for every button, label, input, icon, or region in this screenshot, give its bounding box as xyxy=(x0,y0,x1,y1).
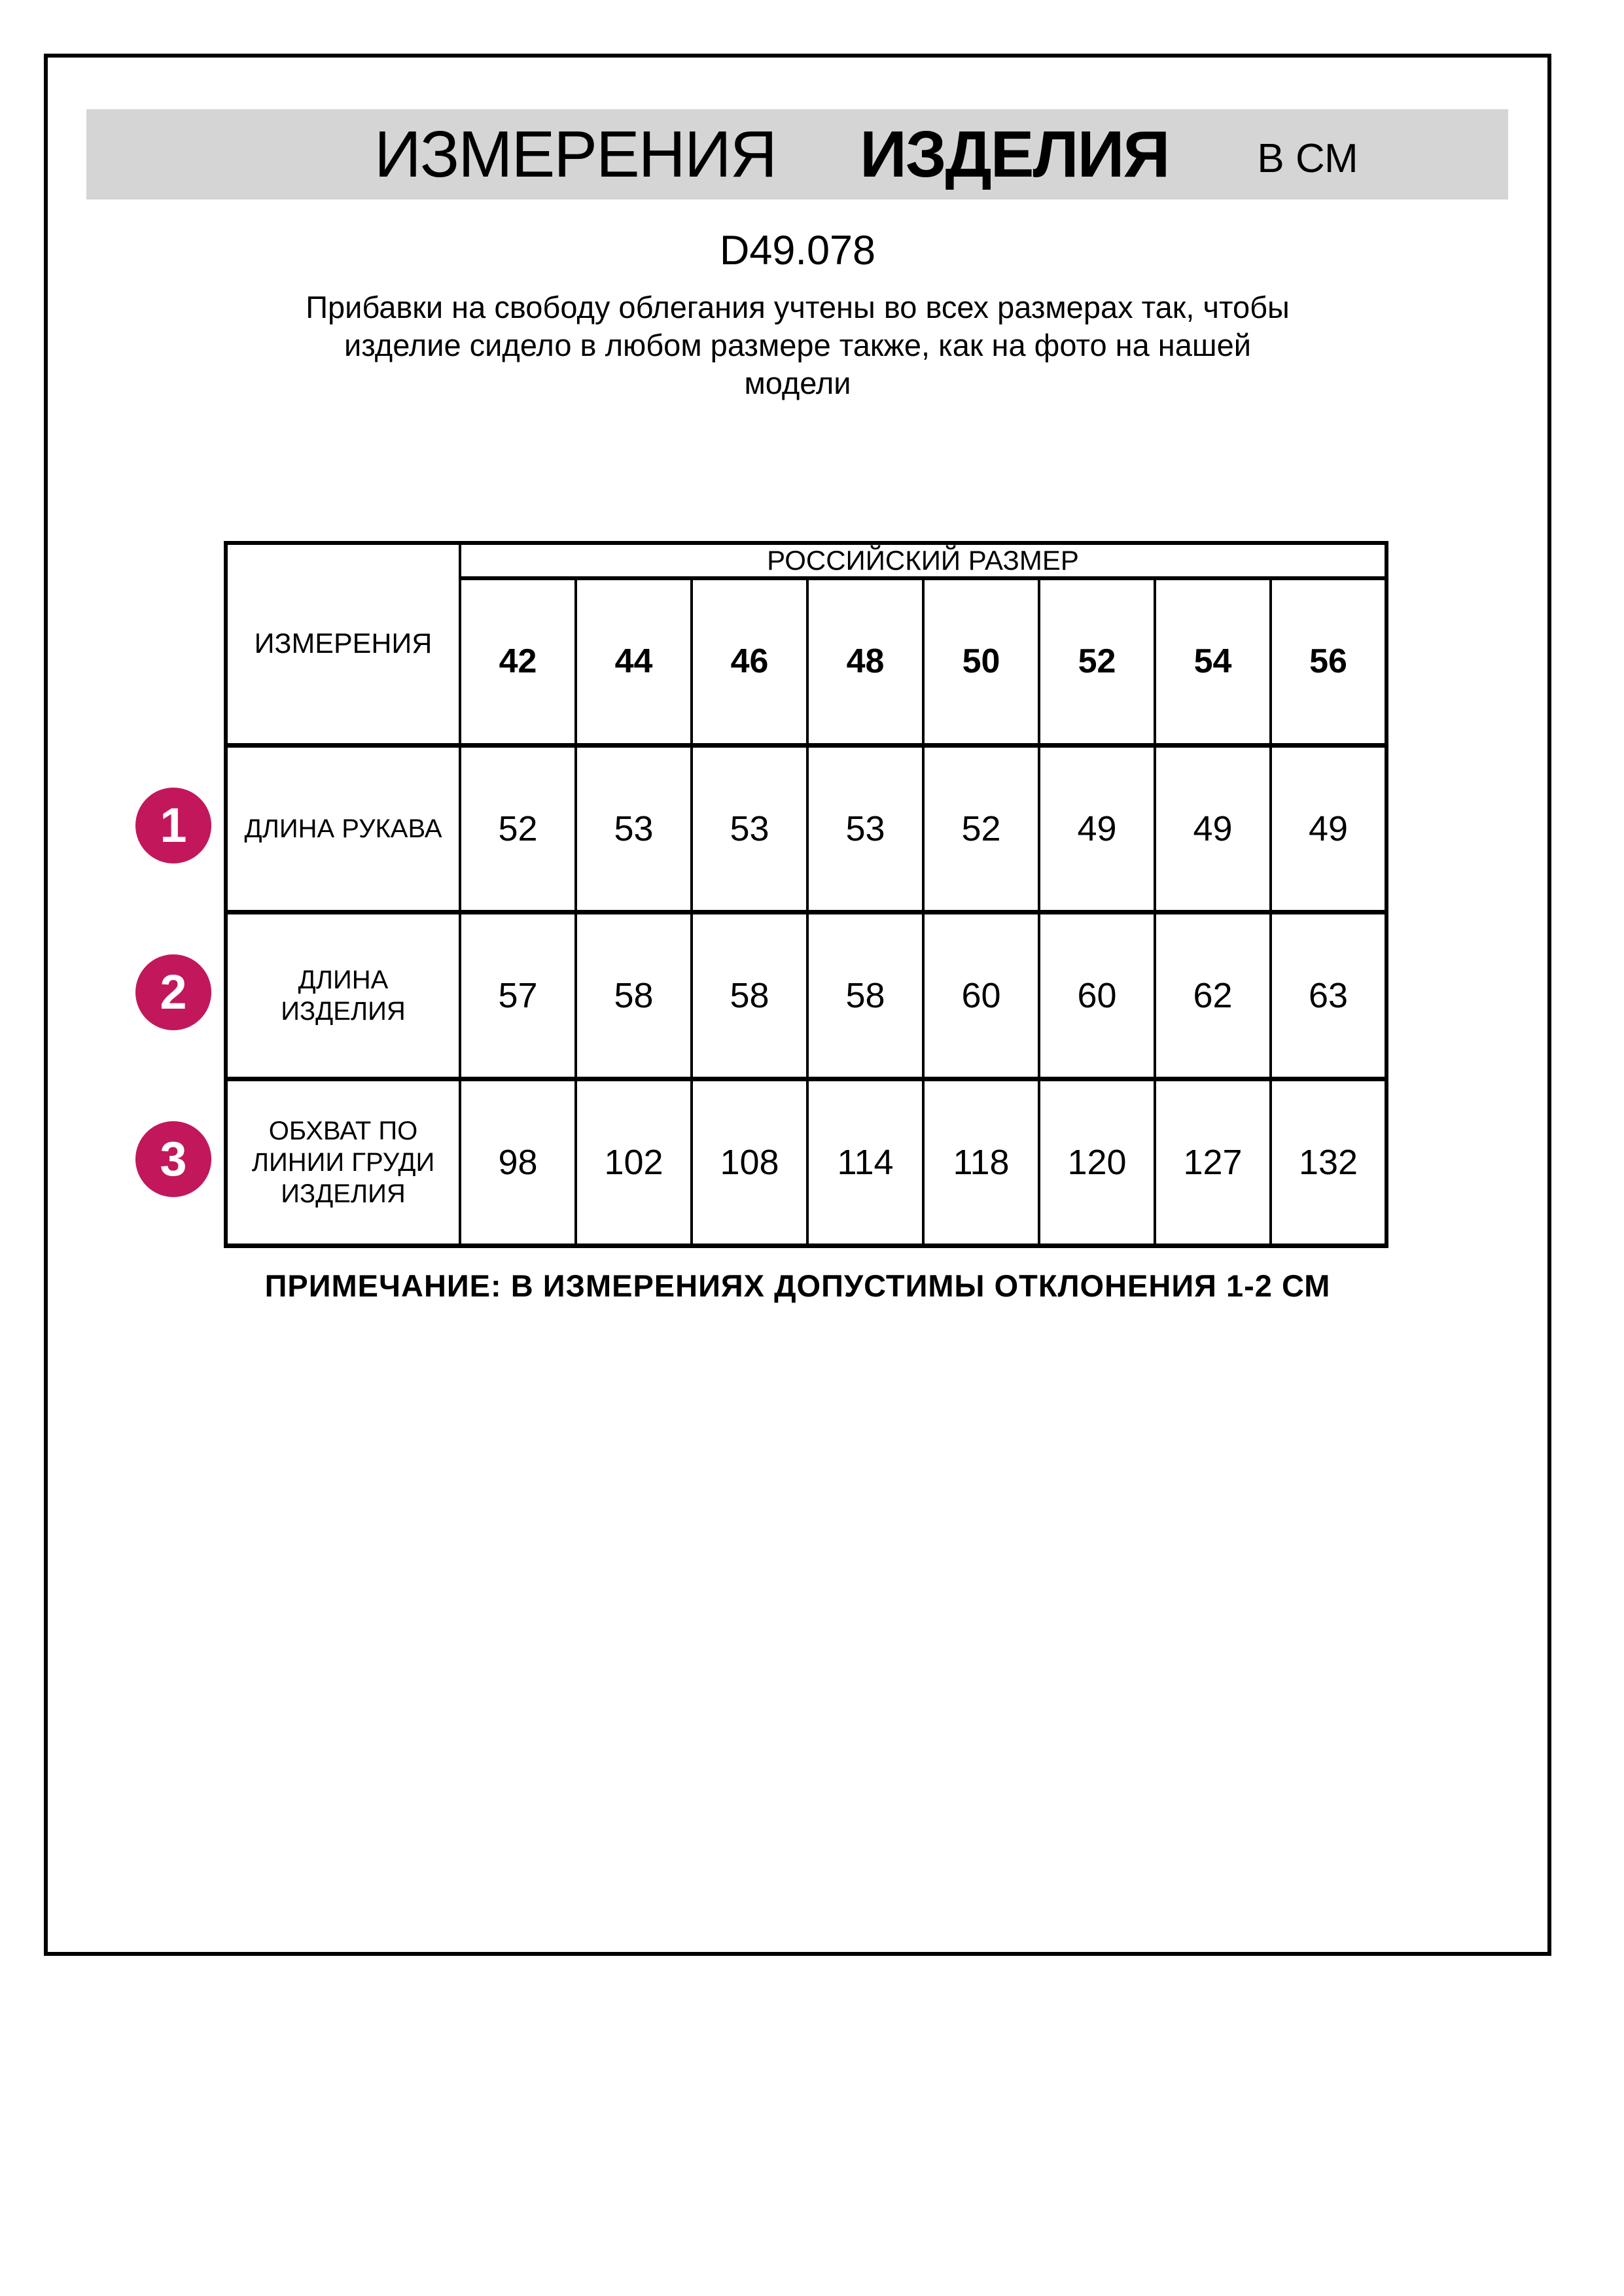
size-header-cell: 50 xyxy=(923,578,1039,745)
measurements-header-cell: ИЗМЕРЕНИЯ xyxy=(226,543,460,745)
row-marker-2 xyxy=(135,954,211,1030)
value-cell: 52 xyxy=(923,745,1039,912)
value-cell: 58 xyxy=(807,912,923,1079)
table-row xyxy=(226,745,1386,912)
table-row xyxy=(226,543,1386,578)
fit-description-line: модели xyxy=(744,366,851,400)
size-header-cell: 42 xyxy=(460,578,576,745)
value-cell: 53 xyxy=(692,745,807,912)
value-cell: 49 xyxy=(1155,745,1271,912)
value-cell: 58 xyxy=(692,912,807,1079)
row-label-line: ЛИНИИ ГРУДИ xyxy=(251,1147,435,1177)
row-marker-1 xyxy=(135,788,211,863)
value-cell: 60 xyxy=(1039,912,1155,1079)
value-cell: 120 xyxy=(1039,1079,1155,1245)
row-label-line: ИЗДЕЛИЯ xyxy=(281,1179,406,1208)
fit-description-line: Прибавки на свободу облегания учтены во всех размерах так, чтобы xyxy=(306,290,1290,324)
fit-description xyxy=(48,288,1547,402)
row-label-line: ДЛИНА xyxy=(298,965,389,994)
table-row xyxy=(226,1079,1386,1245)
value-cell: 49 xyxy=(1271,745,1386,912)
value-cell: 52 xyxy=(460,745,576,912)
value-cell: 108 xyxy=(692,1079,807,1245)
row-marker-number: 3 xyxy=(160,1132,187,1186)
table-row xyxy=(226,912,1386,1079)
row-label-cell xyxy=(226,1079,460,1245)
value-cell: 114 xyxy=(807,1079,923,1245)
value-cell: 60 xyxy=(923,912,1039,1079)
value-cell: 127 xyxy=(1155,1079,1271,1245)
russian-size-header: РОССИЙСКИЙ РАЗМЕР xyxy=(460,543,1386,578)
title-word-product: ИЗДЕЛИЯ xyxy=(859,118,1169,191)
size-header-cell: 52 xyxy=(1039,578,1155,745)
value-cell: 53 xyxy=(807,745,923,912)
fit-description-line: изделие сидело в любом размере также, как на фото на нашей xyxy=(344,328,1251,362)
value-cell: 53 xyxy=(576,745,692,912)
row-label-line: ИЗДЕЛИЯ xyxy=(281,996,406,1026)
value-cell: 57 xyxy=(460,912,576,1079)
row-label-line: ДЛИНА РУКАВА xyxy=(244,814,442,843)
row-marker-3 xyxy=(135,1121,211,1197)
size-header-cell: 46 xyxy=(692,578,807,745)
row-marker-number: 2 xyxy=(160,965,187,1019)
value-cell: 118 xyxy=(923,1079,1039,1245)
value-cell: 98 xyxy=(460,1079,576,1245)
row-marker-number: 1 xyxy=(160,798,187,852)
row-label-line: ОБХВАТ ПО xyxy=(268,1116,418,1145)
product-code: D49.078 xyxy=(719,228,876,273)
value-cell: 62 xyxy=(1155,912,1271,1079)
title-unit: В СМ xyxy=(1257,136,1358,181)
value-cell: 132 xyxy=(1271,1079,1386,1245)
row-label-cell xyxy=(226,912,460,1079)
value-cell: 58 xyxy=(576,912,692,1079)
title-bar xyxy=(86,109,1508,200)
value-cell: 63 xyxy=(1271,912,1386,1079)
size-header-cell: 44 xyxy=(576,578,692,745)
size-header-cell: 56 xyxy=(1271,578,1386,745)
value-cell: 49 xyxy=(1039,745,1155,912)
note-text: ПРИМЕЧАНИЕ: В ИЗМЕРЕНИЯХ ДОПУСТИМЫ ОТКЛОНЕНИЯ 1-2 СМ xyxy=(264,1268,1331,1303)
size-header-cell: 54 xyxy=(1155,578,1271,745)
title-word-measurements: ИЗМЕРЕНИЯ xyxy=(374,118,776,191)
size-table xyxy=(224,541,1388,1248)
row-label-cell xyxy=(226,745,460,912)
size-header-cell: 48 xyxy=(807,578,923,745)
value-cell: 102 xyxy=(576,1079,692,1245)
